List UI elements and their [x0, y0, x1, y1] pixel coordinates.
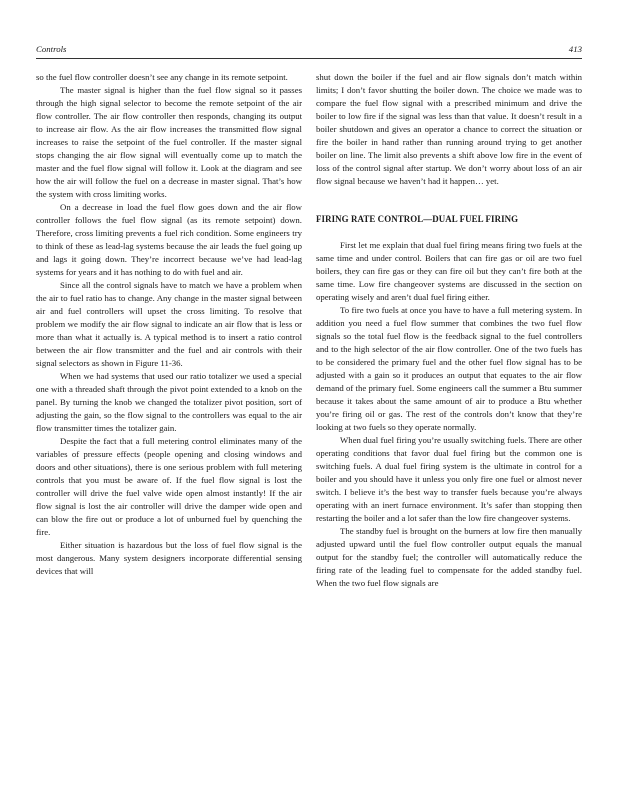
- paragraph: Despite the fact that a full metering control eliminates many of the variables of pressure effects (people opening and closing windows and doors and other situations), there is one serious problem with full metering controls that you must be aware of. If the fuel flow signal is lost the controller will drive the fuel valve wide open almost instantly! If the air flow signal is lost the air controller will drive the damper wide open and can blow the fire out or produce a lot of unburned fuel by quenching the fire.: [36, 436, 302, 537]
- paragraph: The standby fuel is brought on the burners at low fire then manually adjusted upward until the fuel flow controller output equals the manual output for the standby fuel; the controller will automatically reduce the firing rate of the leading fuel to compensate for the added standby fuel. When the two fuel flow signals are: [316, 526, 582, 588]
- section-heading: FIRING RATE CONTROL—DUAL FUEL FIRING: [316, 214, 519, 224]
- paragraph: Either situation is hazardous but the loss of fuel flow signal is the most dangerous. Many system designers incorporate differential sensing devices that will: [36, 540, 302, 576]
- page-number: 413: [568, 44, 582, 54]
- paragraph: so the fuel flow controller doesn’t see any change in its remote setpoint.: [36, 72, 288, 82]
- spacer: [316, 188, 582, 201]
- paragraph: On a decrease in load the fuel flow goes down and the air flow controller follows the fuel flow signal (as its remote setpoint) down. Therefore, cross limiting prevents a fuel rich condition. Some engineers try to think of these as lead-lag systems because the air leads the fuel going up and lags it going down. They’re incorrect because we’ve had lead-lag systems for years and it has nothing to do with fuel and air.: [36, 202, 302, 277]
- left-column: [36, 71, 302, 578]
- header-rule: [36, 58, 582, 59]
- paragraph: When we had systems that used our ratio totalizer we used a special one with a threaded shaft through the pivot point extended to a knob on the panel. By turning the knob we changed the totalizer pivot position, sort of adjusting the gain, so the flow signal to the controllers was equal to the air flow transmitter times the totalizer gain.: [36, 371, 302, 433]
- paragraph: When dual fuel firing you’re usually switching fuels. There are other operating conditions that favor dual fuel firing but the common one is switching fuels. A dual fuel firing system is the ultimate in control for a boiler and you should have it unless you only fire one fuel or almost never switch. I believe it’s the best way to transfer fuels because you’re always operating with an inert furnace environment. It’s safer than stopping then restarting the boiler and a lot safer than the low fire changeover systems.: [316, 435, 582, 523]
- spacer: [316, 201, 582, 213]
- paragraph: First let me explain that dual fuel firing means firing two fuels at the same time and under control. Boilers that can fire gas or oil are two fuel boilers, they can fire gas or they can fire oil but they can’t fire both at the same time. Low fire changeover systems are discussed in the section on operating wisely and aren’t dual fuel firing either.: [316, 240, 582, 302]
- paragraph: The master signal is higher than the fuel flow signal so it passes through the high signal selector to become the remote setpoint of the air flow controller. The air flow controller then responds, changing its output to increase air flow. As the air flow increases the transmitted flow signal increases to raise the setpoint of the fuel controller. If the master signal stops changing the air flow signal will eventually come up to match the master and the fuel flow signal will follow it. Look at the diagram and see how the air will follow the fuel on a decrease in master signal. That’s how the system with cross limiting works.: [36, 85, 302, 199]
- paragraph: shut down the boiler if the fuel and air flow signals don’t match within limits; I don’t favor shutting the boiler down. The choice we made was to compare the fuel flow signal with a prescribed minimum and drive the boiler to low fire if the signal was less than that value. It doesn’t result in a boiler shutdown and gives an operator a chance to correct the situation or fire the boiler in hand rather than running around trying to get another boiler on line. The limit also prevents a shift above low fire in the event of loss of the control signal after startup. We don’t worry about loss of an air flow signal because we haven’t had it happen… yet.: [316, 72, 582, 186]
- running-header: [36, 44, 582, 58]
- section-title: Controls: [36, 44, 67, 54]
- right-column: [316, 71, 582, 590]
- paragraph: Since all the control signals have to match we have a problem when the air to fuel ratio has to change. Any change in the master signal between air and fuel controllers will upset the cross limiting. To resolve that problem we modify the air flow signal to indicate an air flow that is less or more than what it actually is. A typical method is to insert a ratio control between the air flow transmitter and the fuel and air controls with their signal selectors as shown in Figure 11-36.: [36, 280, 302, 368]
- spacer: [316, 226, 582, 239]
- paragraph: To fire two fuels at once you have to have a full metering system. In addition you need a fuel flow summer that combines the two fuel flow signals so the total fuel flow is the feedback signal to the fuel controllers and to the high selector of the air flow controller. One of the two fuels has to be considered the primary fuel and the other fuel flow signal has to be adjusted with a gain so it produces an output that equates to the air flow demand of the primary fuel. Some engineers call the summer a Btu summer because it takes about the same amount of air to produce a Btu whether you’re firing oil or gas. The rest of the controls don’t know that they’re looking at two fuels so they operate normally.: [316, 305, 582, 432]
